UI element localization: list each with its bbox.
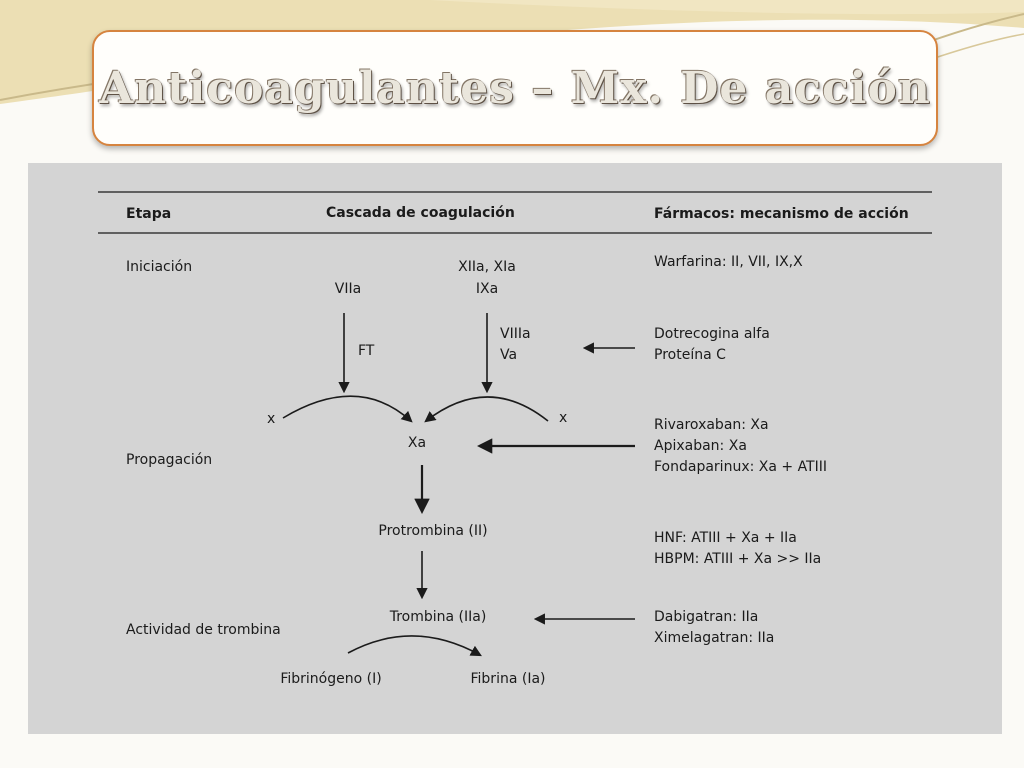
node-fibrinogeno: Fibrinógeno (I) <box>280 671 382 687</box>
drug-group-warfarina <box>654 252 803 273</box>
drug-line: Dotrecogina alfa <box>654 326 770 342</box>
coagulation-figure <box>28 163 1002 734</box>
label-viiia: VIIIa <box>500 326 531 342</box>
label-va: Va <box>500 347 518 363</box>
drug-line: Ximelagatran: IIa <box>654 630 775 646</box>
header-farmacos: Fármacos: mecanismo de acción <box>654 206 909 222</box>
label-x-left: x <box>267 411 276 427</box>
curve-arrow-left <box>283 396 411 421</box>
node-xa: Xa <box>407 435 427 451</box>
stage-propagacion: Propagación <box>126 452 213 468</box>
label-x-right: x <box>559 410 568 426</box>
drug-group-dotrecogina <box>654 324 770 366</box>
drug-line: Rivaroxaban: Xa <box>654 417 769 433</box>
slide-title: Anticoagulantes – Mx. De acción <box>99 62 931 114</box>
node-fibrina: Fibrina (Ia) <box>470 671 546 687</box>
curve-arrow-fibrina <box>348 636 480 655</box>
stage-iniciacion: Iniciación <box>126 259 193 275</box>
node-ixa: IXa <box>475 281 499 297</box>
node-protrombina: Protrombina (II) <box>378 523 488 539</box>
curve-arrow-right <box>426 397 548 421</box>
drug-line: Dabigatran: IIa <box>654 609 759 625</box>
drug-line: Fondaparinux: Xa + ATIII <box>654 459 827 475</box>
node-trombina: Trombina (IIa) <box>389 609 487 625</box>
drug-line: Apixaban: Xa <box>654 438 747 454</box>
title-box <box>92 30 938 146</box>
header-cascada: Cascada de coagulación <box>326 205 515 221</box>
figure-graphics <box>28 163 1002 734</box>
node-xiia-xia: XIIa, XIa <box>458 259 516 275</box>
drug-group-trombina-inhibitors <box>654 607 774 649</box>
drug-group-xa-inhibitors <box>654 415 827 478</box>
drug-group-heparinas <box>654 528 821 570</box>
drug-line: Proteína C <box>654 347 726 363</box>
stage-actividad-trombina: Actividad de trombina <box>126 622 281 638</box>
drug-line: HNF: ATIII + Xa + IIa <box>654 530 797 546</box>
header-etapa: Etapa <box>126 206 172 222</box>
drug-line: HBPM: ATIII + Xa >> IIa <box>654 551 822 567</box>
node-viia: VIIa <box>334 281 362 297</box>
label-ft: FT <box>358 343 375 359</box>
drug-line: Warfarina: II, VII, IX,X <box>654 254 803 270</box>
